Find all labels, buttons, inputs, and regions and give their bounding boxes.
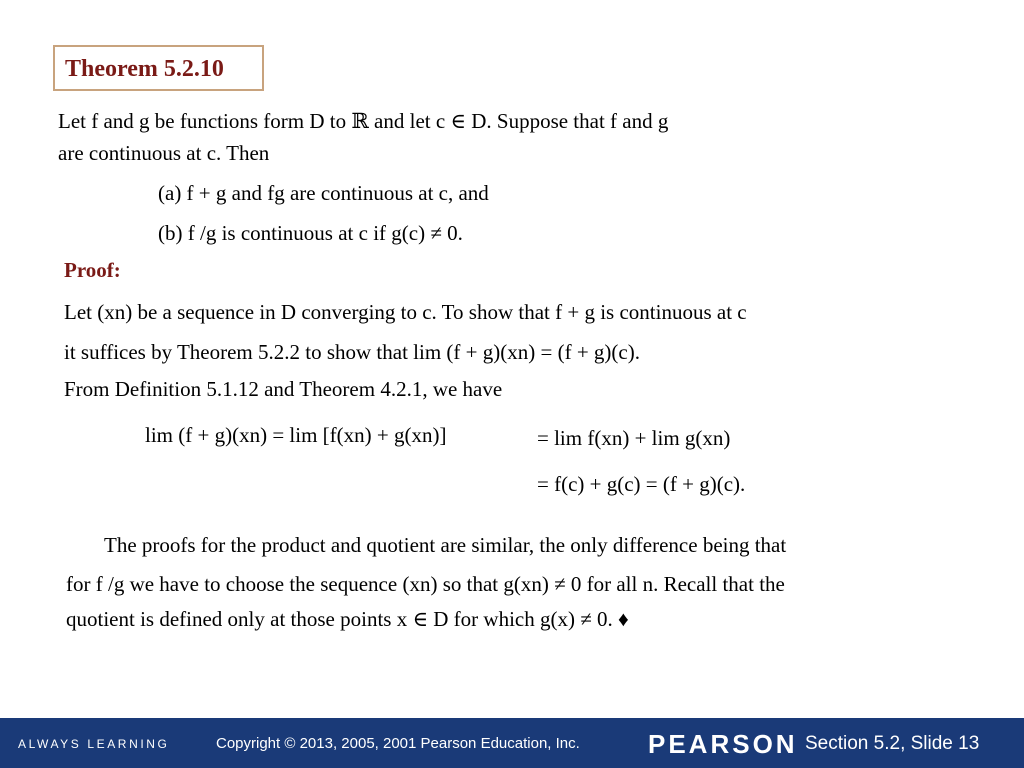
- paragraph-line-1: The proofs for the product and quotient are similar, the only difference being that: [104, 533, 787, 557]
- item-a: (a) f + g and fg are continuous at c, and: [158, 181, 489, 205]
- equation-right: = lim f(xn) + lim g(xn): [537, 426, 731, 450]
- equation-line-2: = f(c) + g(c) = (f + g)(c).: [537, 472, 746, 496]
- theorem-title-box: [53, 45, 264, 91]
- pearson-logo: PEARSON: [648, 729, 798, 759]
- proof-line-3: From Definition 5.1.12 and Theorem 4.2.1, we have: [64, 377, 503, 401]
- statement-line-2: are continuous at c. Then: [58, 141, 270, 165]
- proof-label: Proof:: [64, 258, 121, 282]
- paragraph-line-3: quotient is defined only at those points x ∈ D for which g(x) ≠ 0. ♦: [66, 607, 629, 631]
- item-b: (b) f /g is continuous at c if g(c) ≠ 0.: [158, 221, 463, 245]
- statement-line-1: Let f and g be functions form D to ℝ and let c ∈ D. Suppose that f and g: [58, 109, 669, 133]
- footer-tagline: ALWAYS LEARNING: [18, 737, 170, 751]
- proof-line-2: it suffices by Theorem 5.2.2 to show that lim (f + g)(xn) = (f + g)(c).: [64, 340, 640, 364]
- proof-line-1: Let (xn) be a sequence in D converging to c. To show that f + g is continuous at c: [64, 300, 747, 324]
- footer-bar: [0, 718, 1024, 768]
- equation-left: lim (f + g)(xn) = lim [f(xn) + g(xn)]: [145, 423, 447, 447]
- paragraph-line-2: for f /g we have to choose the sequence (xn) so that g(xn) ≠ 0 for all n. Recall that the: [66, 572, 785, 596]
- footer-copyright: Copyright © 2013, 2005, 2001 Pearson Education, Inc.: [216, 735, 580, 752]
- theorem-title: Theorem 5.2.10: [65, 56, 224, 82]
- slide-reference: Section 5.2, Slide 13: [805, 733, 980, 754]
